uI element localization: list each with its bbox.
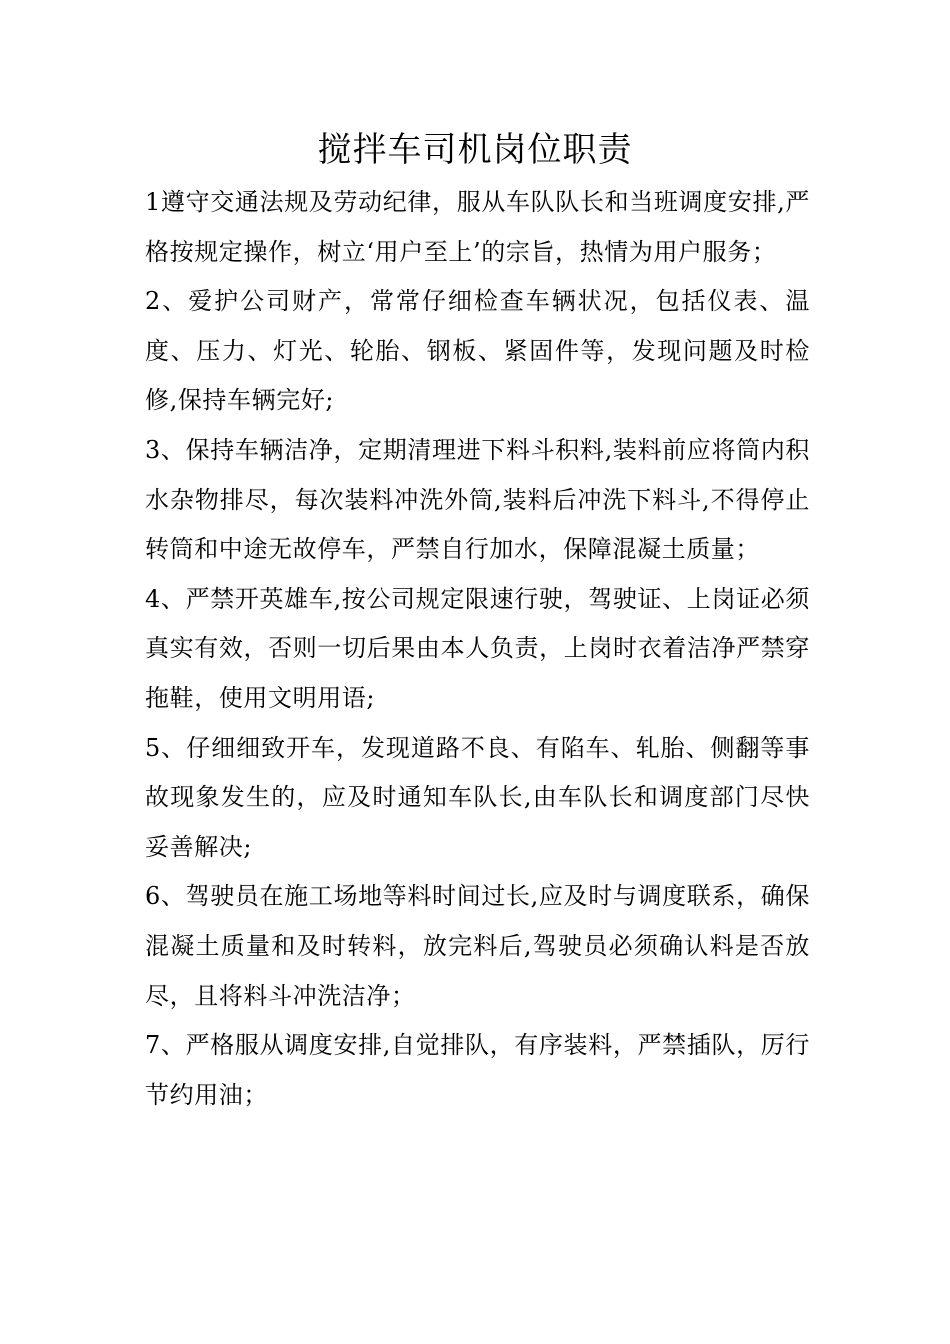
duty-paragraph-7: 7、严格服从调度安排,自觉排队，有序装料，严禁插队，厉行节约用油；: [145, 1031, 810, 1109]
duty-paragraph-2: 2、爱护公司财产，常常仔细检查车辆状况，包括仪表、温度、压力、灯光、轮胎、钢板、紧固件等，发现问题及时检修,保持车辆完好;: [145, 287, 810, 415]
duty-paragraph-5: 5、仔细细致开车，发现道路不良、有陷车、轧胎、侧翻等事故现象发生的，应及时通知车队长,由车队长和调度部门尽快妥善解决;: [145, 733, 810, 861]
duty-paragraph-6: 6、驾驶员在施工场地等料时间过长,应及时与调度联系，确保混凝土质量和及时转料，放完料后,驾驶员必须确认料是否放尽，且将料斗冲洗洁净；: [145, 882, 810, 1010]
document-title: 搅拌车司机岗位职责: [317, 130, 633, 170]
document-body: [145, 178, 810, 1120]
duty-paragraph-1: 1遵守交通法规及劳动纪律，服从车队队长和当班调度安排,严格按规定操作，树立‘用户至上’的宗旨，热情为用户服务；: [145, 188, 810, 266]
duty-paragraph-3: 3、保持车辆洁净，定期清理进下料斗积料,装料前应将筒内积水杂物排尽，每次装料冲洗外筒,装料后冲洗下料斗,不得停止转筒和中途无故停车，严禁自行加水，保障混凝土质量；: [145, 435, 810, 564]
duty-paragraph-4: 4、严禁开英雄车,按公司规定限速行驶，驾驶证、上岗证必须真实有效，否则一切后果由本人负责，上岗时衣着洁净严禁穿拖鞋，使用文明用语;: [145, 584, 810, 712]
